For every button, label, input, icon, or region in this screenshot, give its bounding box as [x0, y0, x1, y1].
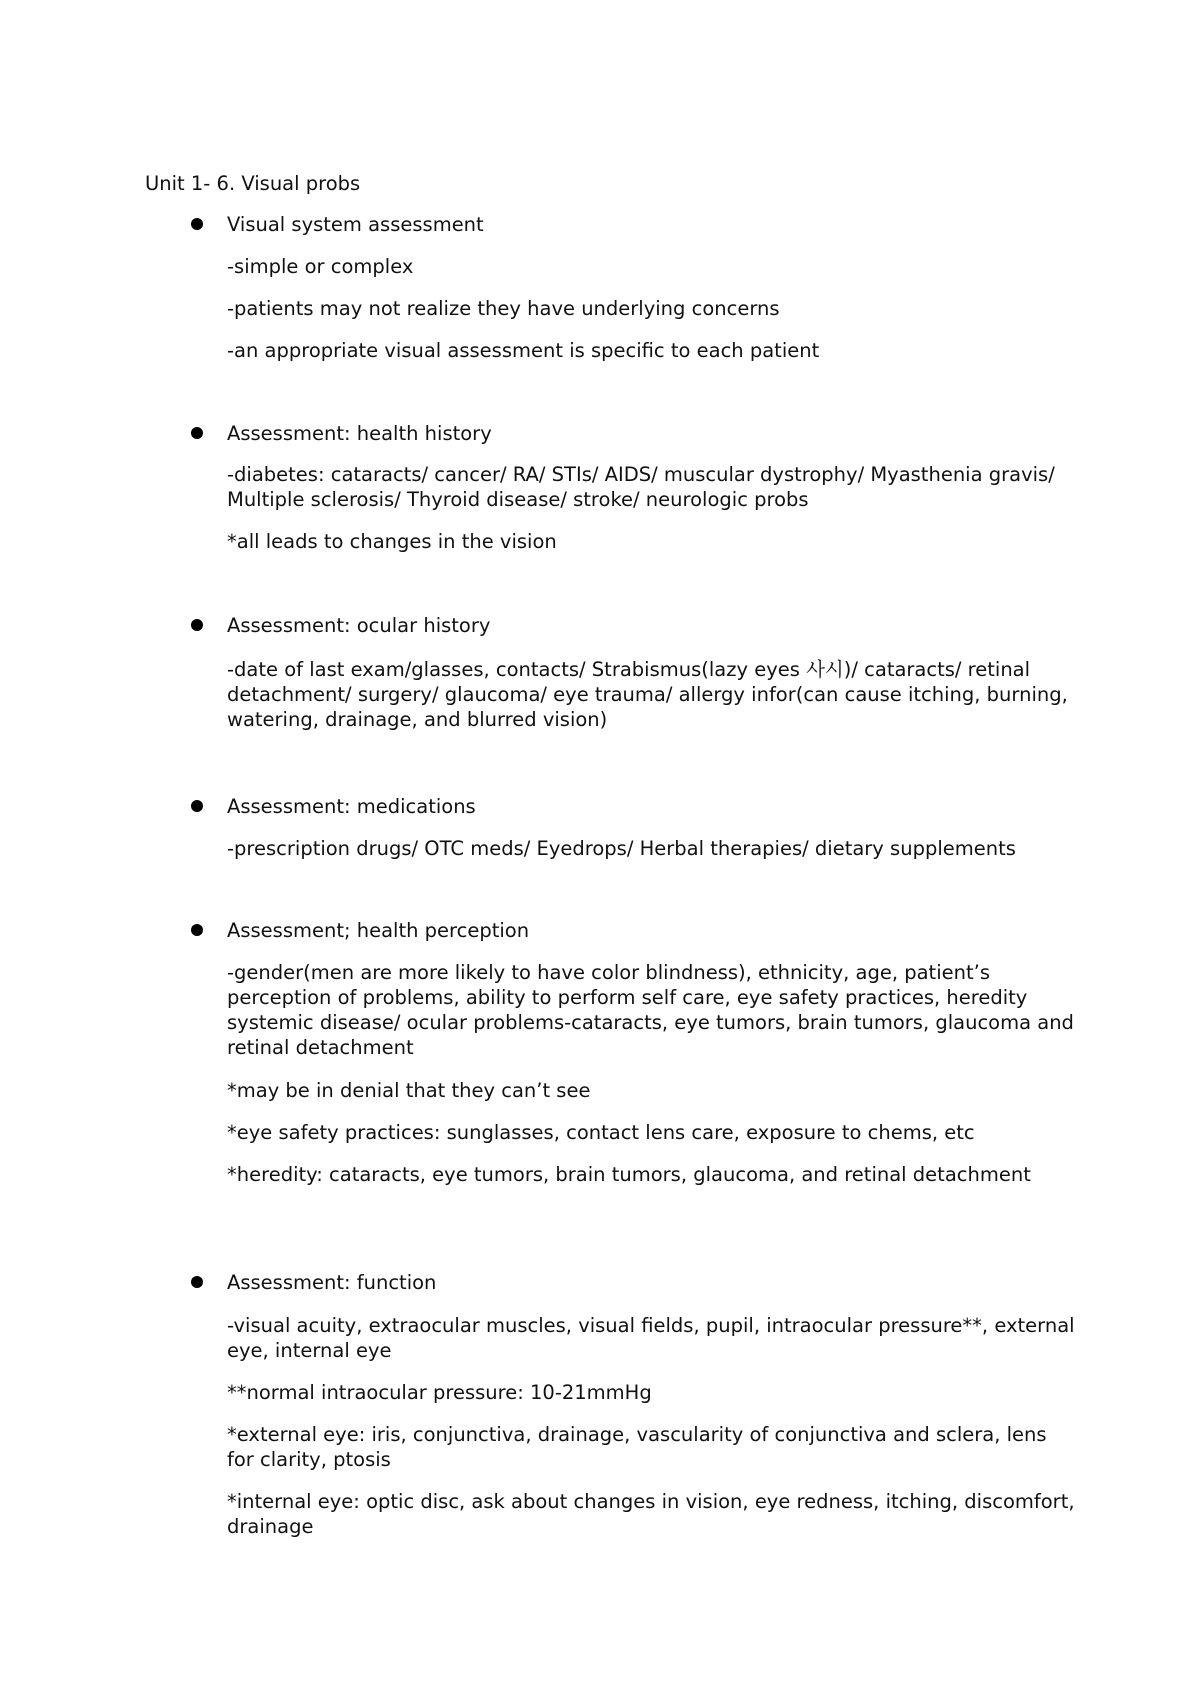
section-heading: Assessment: ocular history	[227, 614, 491, 637]
section-line: -prescription drugs/ OTC meds/ Eyedrops/ Herbal therapies/ dietary supplements	[227, 837, 1016, 860]
section-line: *heredity: cataracts, eye tumors, brain tumors, glaucoma, and retinal detachment	[227, 1163, 1031, 1186]
section-heading: Assessment: medications	[227, 795, 476, 818]
bullet-icon	[191, 924, 203, 936]
bullet-icon	[191, 218, 203, 230]
bullet-icon	[191, 1276, 203, 1288]
section-heading: Assessment: health history	[227, 422, 492, 445]
section-line: *may be in denial that they can’t see	[227, 1079, 591, 1102]
section-heading: Assessment; health perception	[227, 919, 530, 942]
section-line: -visual acuity, extraocular muscles, visual fields, pupil, intraocular pressure**, external eye, internal eye	[227, 1314, 1075, 1362]
bullet-icon	[191, 619, 203, 631]
section-line: -diabetes: cataracts/ cancer/ RA/ STIs/ AIDS/ muscular dystrophy/ Myasthenia gravis/ Multiple sclerosis/ Thyroid disease/ stroke/ neurologic probs	[227, 463, 1055, 511]
section-line: -date of last exam/glasses, contacts/ Strabismus(lazy eyes 사시)/ cataracts/ retinal detachment/ surgery/ glaucoma/ eye trauma/ allergy infor(can cause itching, burning, watering, drainage, and blurred vision)	[227, 658, 1068, 731]
document-title: Unit 1- 6. Visual probs	[145, 172, 361, 195]
section-line: -an appropriate visual assessment is specific to each patient	[227, 339, 820, 362]
section-line: -simple or complex	[227, 255, 414, 278]
section-line: *internal eye: optic disc, ask about changes in vision, eye redness, itching, discomfort, drainage	[227, 1490, 1075, 1538]
section-heading: Visual system assessment	[227, 213, 484, 236]
bullet-icon	[191, 427, 203, 439]
section-heading: Assessment: function	[227, 1271, 437, 1294]
bullet-icon	[191, 800, 203, 812]
section-line: -gender(men are more likely to have color blindness), ethnicity, age, patient’s perception of problems, ability to perform self care, eye safety practices, heredity systemic disease/ ocular problems-cataracts, eye tumors, brain tumors, glaucoma and retinal detachment	[227, 961, 1074, 1059]
section-line: *external eye: iris, conjunctiva, drainage, vascularity of conjunctiva and sclera, lens for clarity, ptosis	[227, 1423, 1047, 1471]
section-line: *all leads to changes in the vision	[227, 530, 557, 553]
section-line: -patients may not realize they have underlying concerns	[227, 297, 780, 320]
section-line: **normal intraocular pressure: 10-21mmHg	[227, 1381, 652, 1404]
section-line: *eye safety practices: sunglasses, contact lens care, exposure to chems, etc	[227, 1121, 975, 1144]
